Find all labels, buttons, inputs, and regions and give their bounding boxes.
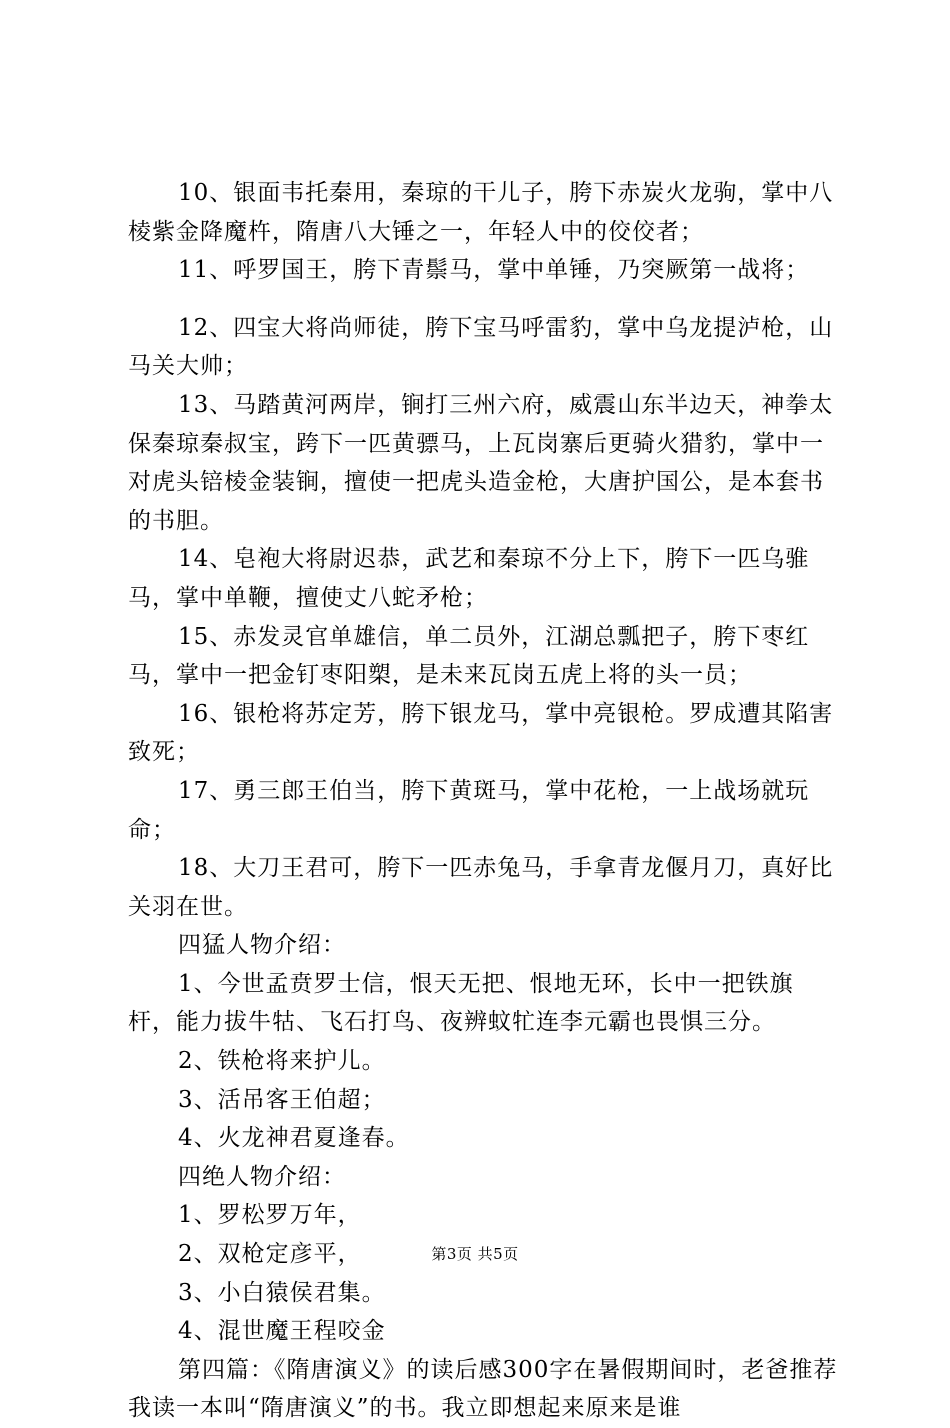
paragraph-16: 16、银枪将苏定芳，胯下银龙马，掌中亮银枪。罗成遭其陷害致死； — [128, 700, 834, 766]
page-number-footer: 第3页 共5页 — [431, 1245, 519, 1263]
list-item-fierce-1: 1、今世孟贲罗士信，恨天无把、恨地无环，长中一把铁旗杆，能力拔牛牯、飞石打鸟、夜辨蚊牤连李元霸也畏惧三分。 — [128, 970, 794, 1036]
paragraph-13: 13、马踏黄河两岸，锏打三州六府，威震山东半边天，神拳太保秦琼秦叔宝，跨下一匹黄骠马，上瓦岗寨后更骑火猎豹，掌中一对虎头锫棱金装锏，擅使一把虎头造金枪，大唐护国公，是本套书的书胆。 — [128, 391, 834, 534]
paragraph-18: 18、大刀王君可，胯下一匹赤兔马，手拿青龙偃月刀，真好比关羽在世。 — [128, 855, 834, 920]
list-item-unique-1: 1、罗松罗万年， — [178, 1202, 362, 1229]
list-item-fierce-4: 4、火龙神君夏逢春。 — [178, 1125, 410, 1152]
paragraph-gap — [128, 290, 838, 309]
section-heading-four-fierce: 四猛人物介绍： — [178, 932, 346, 959]
list-item-unique-4: 4、混世魔王程咬金 — [178, 1318, 386, 1345]
paragraph-10: 10、银面韦托秦用，秦琼的干儿子，胯下赤炭火龙驹，掌中八棱紫金降魔杵，隋唐八大锤之一，年轻人中的佼佼者； — [128, 180, 834, 245]
section-heading-four-unique: 四绝人物介绍： — [178, 1163, 346, 1190]
paragraph-15: 15、赤发灵官单雄信，单二员外，江湖总瓢把子，胯下枣红马，掌中一把金钉枣阳槊，是未来瓦岗五虎上将的头一员； — [128, 623, 810, 689]
list-item-fierce-3: 3、活吊客王伯超； — [178, 1086, 386, 1113]
paragraph-12: 12、四宝大将尚师徒，胯下宝马呼雷豹，掌中乌龙提泸枪，山马关大帅； — [128, 314, 834, 380]
paragraph-11: 11、呼罗国王，胯下青鬃马，掌中单锤，乃突厥第一战将； — [178, 257, 810, 284]
list-item-unique-2: 2、双枪定彦平， — [178, 1241, 362, 1268]
paragraph-14: 14、皂袍大将尉迟恭，武艺和秦琼不分上下，胯下一匹乌骓马，掌中单鞭，擅使丈八蛇矛枪； — [128, 546, 810, 611]
paragraph-part-four: 第四篇：《隋唐演义》的读后感300字在暑假期间时，老爸推荐我读一本叫“隋唐演义”的书。我立即想起来原来是谁 — [128, 1356, 838, 1422]
paragraph-17: 17、勇三郎王伯当，胯下黄斑马，掌中花枪，一上战场就玩命； — [128, 777, 810, 843]
document-body — [128, 174, 838, 1428]
list-item-fierce-2: 2、铁枪将来护儿。 — [178, 1048, 386, 1075]
list-item-unique-3: 3、小白猿侯君集。 — [178, 1279, 386, 1306]
